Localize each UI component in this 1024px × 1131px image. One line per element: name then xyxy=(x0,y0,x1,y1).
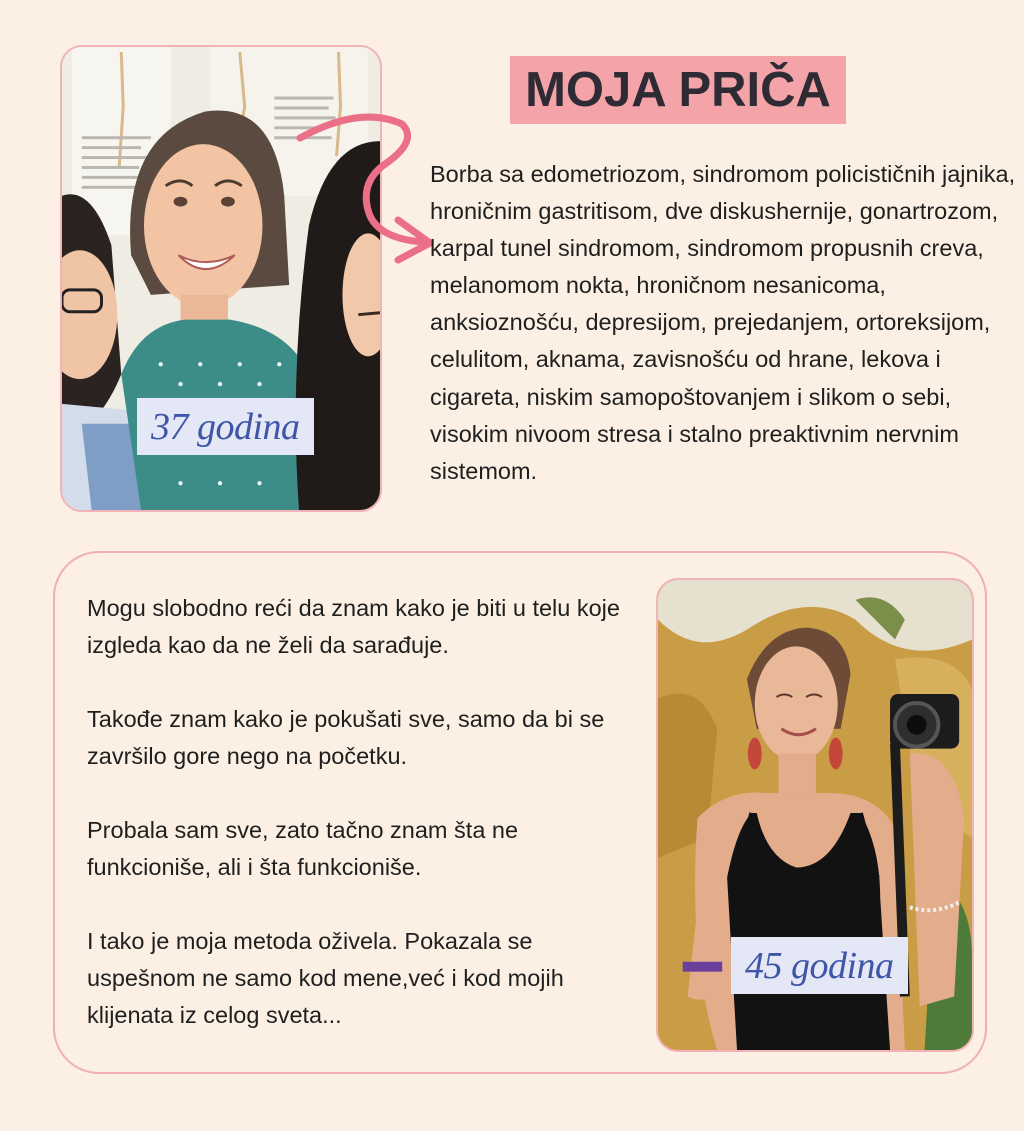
age-label-37: 37 godina xyxy=(137,398,314,455)
story-paragraph-3: Probala sam sve, zato tačno znam šta ne funkcioniše, ali i šta funkcioniše. xyxy=(87,817,519,881)
story-paragraph-2: Takođe znam kako je pokušati sve, samo da bi se završilo gore nego na početku. xyxy=(87,706,605,770)
story-paragraph-1: Mogu slobodno reći da znam kako je biti u telu koje izgleda kao da ne želi da sarađuje. xyxy=(87,595,620,659)
age-label-45: 45 godina xyxy=(731,937,908,994)
intro-text: Borba sa edometriozom, sindromom policističnih jajnika, hroničnim gastritisom, dve diskushernije, gonartrozom, karpal tunel sindromom, sindromom propusnih creva, melanomom nokta, hroničnom nesanicoma, anksioznošću, depresijom, prejedanjem, ortoreksijom, celulitom, aknama, zavisnošću od hrane, lekova i cigareta, niskim samopoštovanjem i slikom o sebi, visokim nivoom stresa i stalno preaktivnim nervnim sistemom. xyxy=(430,161,1016,484)
story-paragraph-4: I tako je moja metoda oživela. Pokazala se uspešnom ne samo kod mene,već i kod mojih klijenata iz celog sveta... xyxy=(87,928,564,1029)
page-title: MOJA PRIČA xyxy=(510,56,846,124)
photo-45-years xyxy=(656,578,974,1052)
curved-arrow-icon xyxy=(290,110,450,270)
